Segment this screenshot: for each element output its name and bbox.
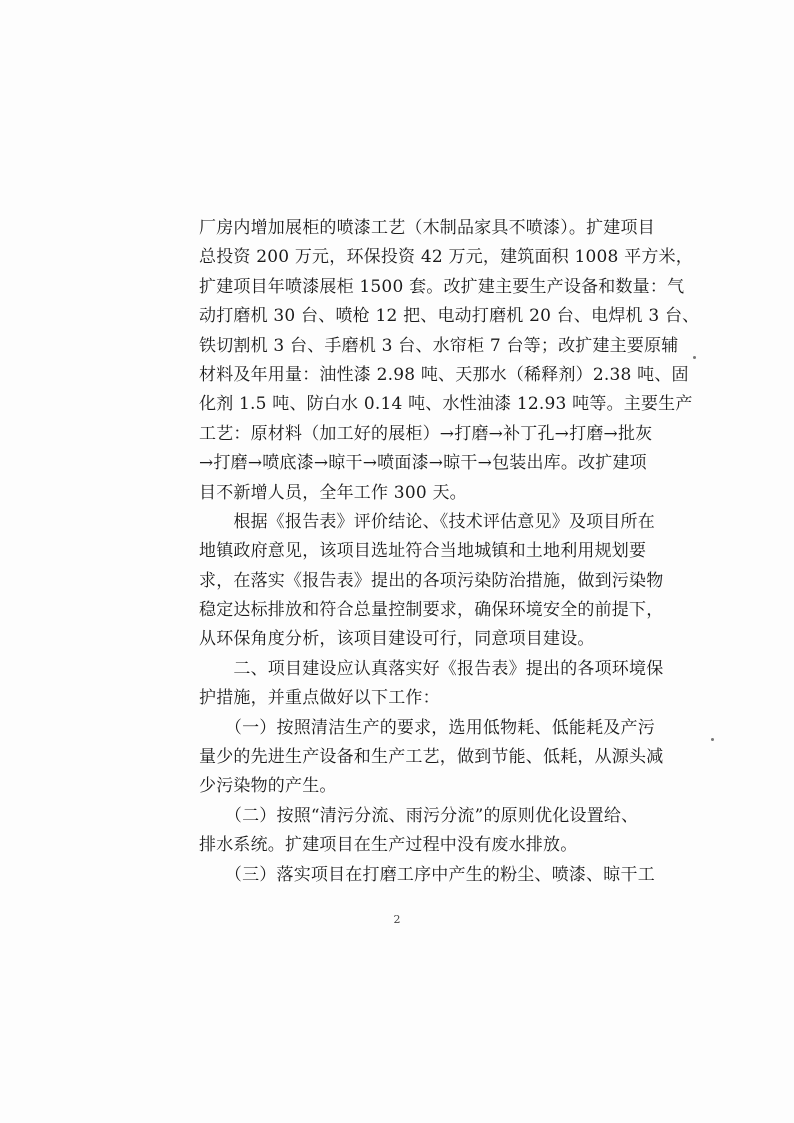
text-line: →打磨→喷底漆→晾干→喷面漆→晾干→包装出库。改扩建项	[199, 453, 647, 474]
text-line: 材料及年用量：油性漆 2.98 吨、天那水（稀释剂）2.38 吨、固	[199, 364, 689, 385]
text-line: （三）落实项目在打磨工序中产生的粉尘、喷漆、晾干工	[199, 864, 655, 885]
text-line: 护措施，并重点做好以下工作：	[199, 688, 440, 709]
scan-speck	[693, 356, 696, 359]
text-line: 从环保角度分析，该项目建设可行，同意项目建设。	[199, 629, 595, 650]
text-line: 化剂 1.5 吨、防白水 0.14 吨、水性油漆 12.93 吨等。主要生产	[199, 394, 693, 415]
text-line: 求，在落实《报告表》提出的各项污染防治措施，做到污染物	[199, 570, 664, 591]
text-line: 目不新增人员，全年工作 300 天。	[199, 482, 467, 503]
text-line: （二）按照“清污分流、雨污分流”的原则优化设置给、	[199, 805, 639, 826]
scan-speck	[711, 738, 714, 741]
text-line: 扩建项目年喷漆展柜 1500 套。改扩建主要生产设备和数量：气	[199, 276, 685, 297]
text-line: 根据《报告表》评价结论、《技术评估意见》及项目所在	[199, 511, 655, 532]
text-line: 总投资 200 万元，环保投资 42 万元，建筑面积 1008 平方米，	[199, 247, 693, 268]
text-line: （一）按照清洁生产的要求，选用低物耗、低能耗及产污	[199, 717, 655, 738]
text-line: 稳定达标排放和符合总量控制要求，确保环境安全的前提下，	[199, 600, 664, 621]
text-line: 地镇政府意见，该项目选址符合当地城镇和土地利用规划要	[199, 541, 647, 562]
text-line: 量少的先进生产设备和生产工艺，做到节能、低耗，从源头减	[199, 747, 664, 768]
text-line: 工艺：原材料（加工好的展柜）→打磨→补丁孔→打磨→批灰	[199, 423, 653, 444]
text-line: 动打磨机 30 台、喷枪 12 把、电动打磨机 20 台、电焊机 3 台、	[199, 306, 700, 327]
text-line: 排水系统。扩建项目在生产过程中没有废水排放。	[199, 835, 578, 856]
body-text	[199, 214, 700, 890]
text-line: 少污染物的产生。	[199, 776, 337, 797]
text-line: 厂房内增加展柜的喷漆工艺（木制品家具不喷漆）。扩建项目	[199, 218, 655, 238]
text-line: 二、项目建设应认真落实好《报告表》提出的各项环境保	[199, 658, 664, 679]
text-line: 铁切割机 3 台、手磨机 3 台、水帘柜 7 台等；改扩建主要原辅	[199, 335, 679, 356]
page-number: 2	[393, 913, 401, 926]
